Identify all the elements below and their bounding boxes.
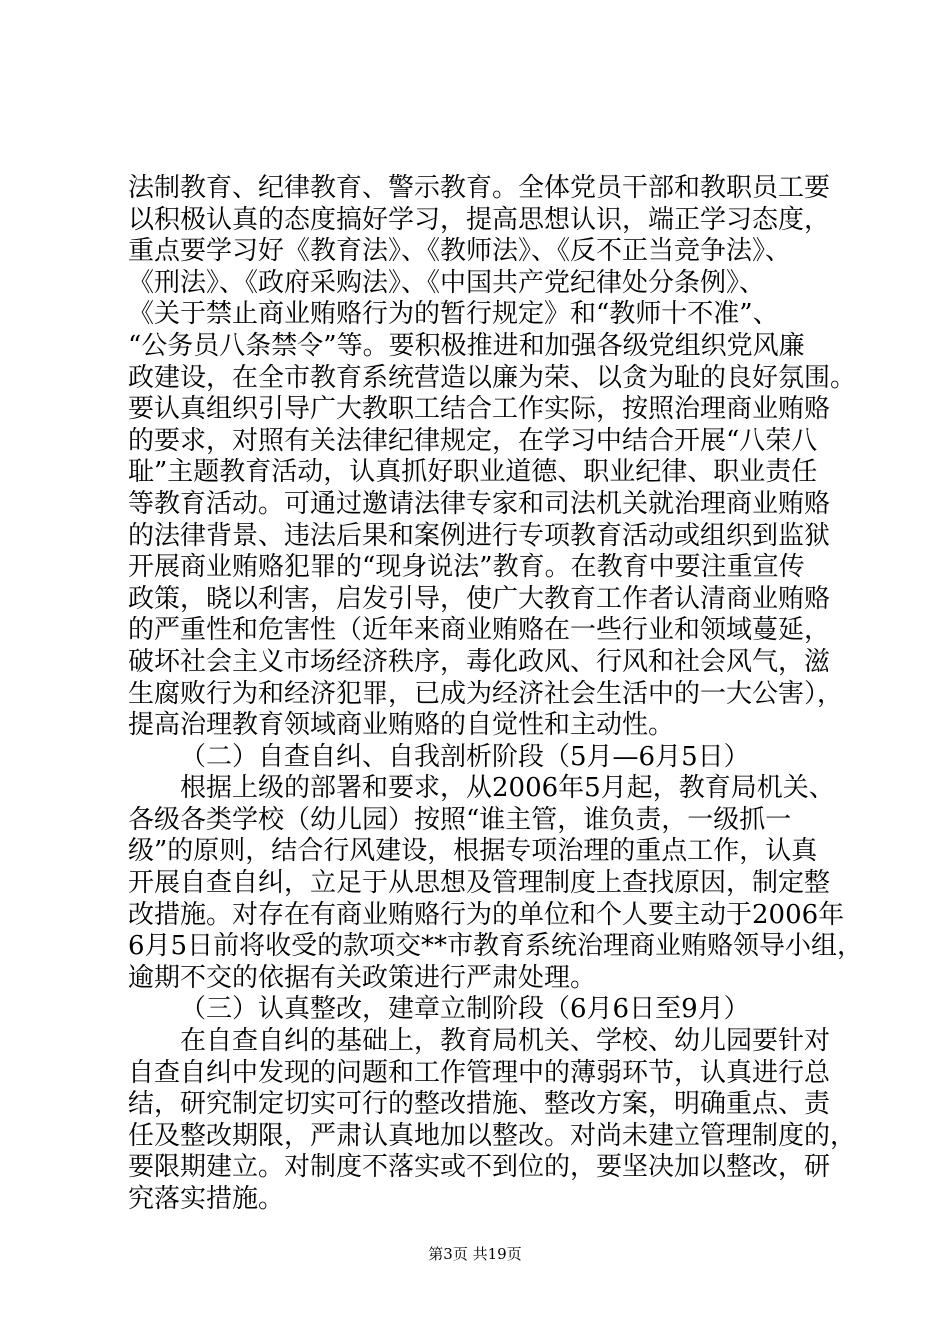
text-line: 提高治理教育领域商业贿赂的自觉性和主动性。 — [128, 710, 675, 741]
section-heading: （三）认真整改，建章立制阶段（6月6日至9月） — [180, 994, 750, 1025]
text-line: 各级各类学校（幼儿园）按照“谁主管，谁负责，一级抓一 — [128, 804, 792, 835]
text-line: 的法律背景、违法后果和案例进行专项教育活动或组织到监狱 — [128, 520, 831, 551]
text-line: 要认真组织引导广大教职工结合工作实际，按照治理商业贿赂 — [128, 394, 831, 425]
text-line: 等教育活动。可通过邀请法律专家和司法机关就治理商业贿赂 — [128, 488, 831, 519]
text-line: 开展自查自纠，立足于从思想及管理制度上查找原因，制定整 — [128, 868, 831, 899]
text-line: 改措施。对存在有商业贿赂行为的单位和个人要主动于2006年 — [128, 899, 845, 930]
text-line: 要限期建立。对制度不落实或不到位的，要坚决加以整改，研 — [128, 1152, 831, 1183]
text-line: 任及整改期限，严肃认真地加以整改。对尚未建立管理制度的， — [128, 1120, 857, 1151]
text-line: 逾期不交的依据有关政策进行严肃处理。 — [128, 962, 597, 993]
text-line: 以积极认真的态度搞好学习，提高思想认识，端正学习态度， — [128, 204, 831, 235]
text-line: 自查自纠中发现的问题和工作管理中的薄弱环节，认真进行总 — [128, 1057, 831, 1088]
section-heading: （二）自查自纠、自我剖析阶段（5月—6月5日） — [180, 741, 750, 772]
text-line: 究落实措施。 — [128, 1184, 285, 1214]
text-line: “公务员八条禁令”等。要积极推进和加强各级党组织党风廉 — [128, 330, 805, 361]
text-line: 《关于禁止商业贿赂行为的暂行规定》和“教师十不准”、 — [128, 299, 779, 330]
text-line: 的严重性和危害性（近年来商业贿赂在一些行业和领域蔓延， — [128, 615, 831, 646]
page-number-footer: 第3页 共19页 — [428, 1245, 522, 1263]
text-line: 破坏社会主义市场经济秩序，毒化政风、行风和社会风气，滋 — [128, 646, 831, 677]
text-line: 在自查自纠的基础上，教育局机关、学校、幼儿园要针对 — [180, 1026, 831, 1057]
text-line: 的要求，对照有关法律纪律规定，在学习中结合开展“八荣八 — [128, 425, 818, 456]
text-line: 开展商业贿赂犯罪的“现身说法”教育。在教育中要注重宣传 — [128, 552, 805, 583]
body-text — [128, 173, 863, 1216]
text-line: 结，研究制定切实可行的整改措施、整改方案，明确重点、责 — [128, 1089, 831, 1120]
text-line: 法制教育、纪律教育、警示教育。全体党员干部和教职员工要 — [128, 173, 831, 203]
text-line: 耻”主题教育活动，认真抓好职业道德、职业纪律、职业责任 — [128, 457, 818, 488]
text-line: 根据上级的部署和要求，从2006年5月起，教育局机关、 — [180, 773, 835, 804]
text-line: 政建设，在全市教育系统营造以廉为荣、以贪为耻的良好氛围。 — [128, 362, 857, 393]
text-line: 政策，晓以利害，启发引导，使广大教育工作者认清商业贿赂 — [128, 583, 831, 614]
text-line: 生腐败行为和经济犯罪，已成为经济社会生活中的一大公害）， — [128, 678, 844, 709]
text-line: 6月5日前将收受的款项交**市教育系统治理商业贿赂领导小组， — [128, 931, 864, 962]
text-line: 重点要学习好《教育法》、《教师法》、《反不正当竞争法》、 — [128, 236, 792, 267]
text-line: 《刑法》、《政府采购法》、《中国共产党纪律处分条例》、 — [128, 267, 766, 298]
text-line: 级”的原则，结合行风建设，根据专项治理的重点工作，认真 — [128, 836, 818, 867]
